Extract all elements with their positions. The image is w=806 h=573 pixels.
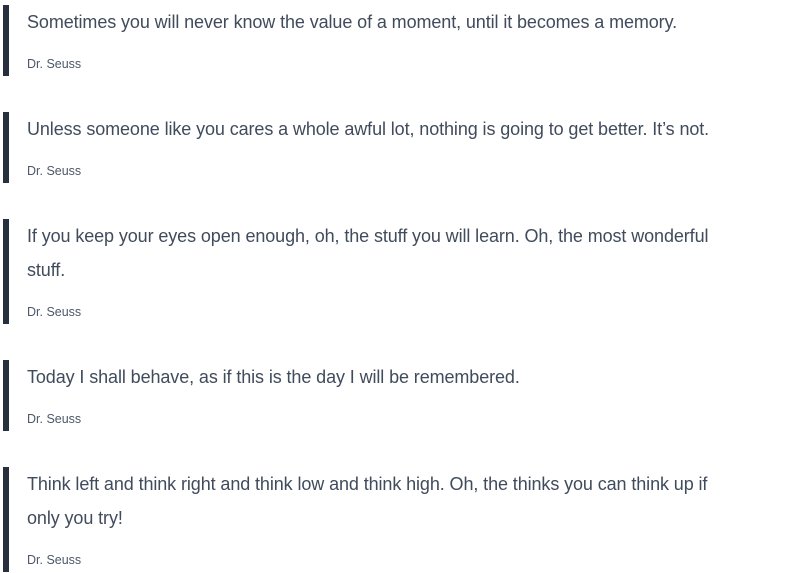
quote-block bbox=[3, 219, 806, 324]
quote-attribution: Dr. Seuss bbox=[27, 412, 82, 426]
quote-line: only you try! bbox=[27, 508, 123, 528]
quote-text bbox=[27, 360, 776, 394]
quote-line: Today I shall behave, as if this is the day I will be remembered. bbox=[27, 367, 520, 387]
quote-line: If you keep your eyes open enough, oh, the stuff you will learn. Oh, the most wonderful bbox=[27, 226, 709, 246]
quote-text bbox=[27, 5, 776, 39]
quote-text bbox=[27, 467, 776, 535]
quote-line: Sometimes you will never know the value of a moment, until it becomes a memory. bbox=[27, 12, 678, 32]
quote-attribution: Dr. Seuss bbox=[27, 57, 82, 71]
quote-line: Unless someone like you cares a whole awful lot, nothing is going to get better. It’s not. bbox=[27, 119, 710, 139]
quote-line: Think left and think right and think low and think high. Oh, the thinks you can think up if bbox=[27, 474, 708, 494]
quote-block bbox=[3, 112, 806, 183]
quote-block bbox=[3, 467, 806, 572]
quote-line: stuff. bbox=[27, 260, 66, 280]
quote-text bbox=[27, 219, 776, 287]
quote-attribution: Dr. Seuss bbox=[27, 164, 82, 178]
quote-attribution: Dr. Seuss bbox=[27, 305, 82, 319]
quote-block bbox=[3, 360, 806, 431]
quote-block bbox=[3, 5, 806, 76]
quote-attribution: Dr. Seuss bbox=[27, 553, 82, 567]
quote-text bbox=[27, 112, 776, 146]
